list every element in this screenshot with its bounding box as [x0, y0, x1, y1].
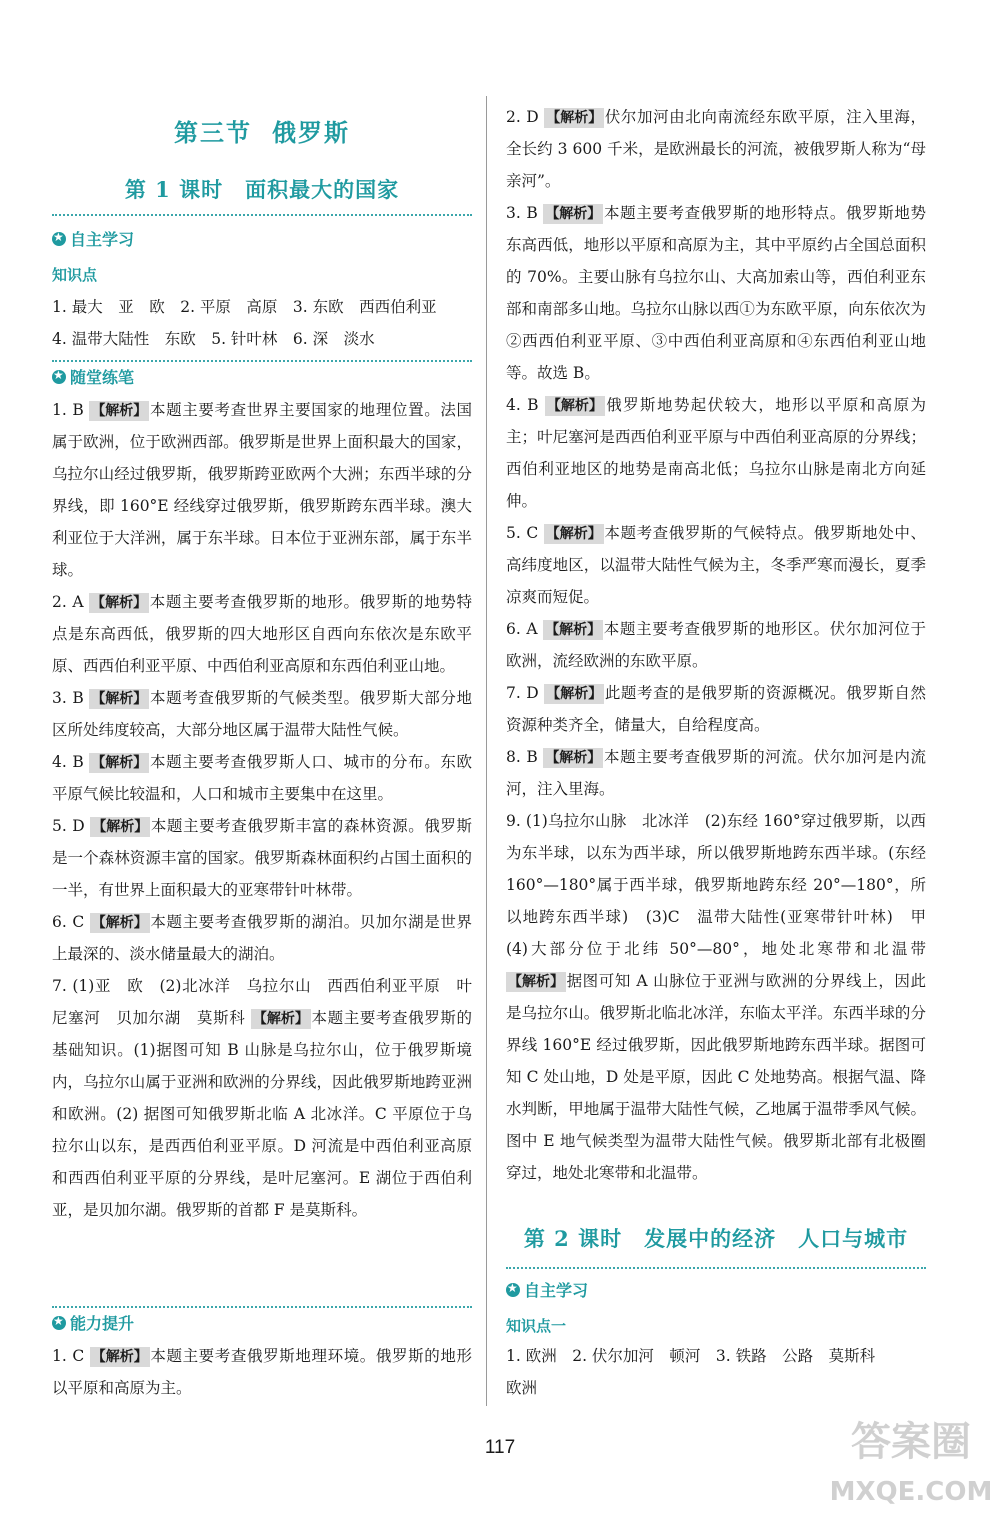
section-title [52, 113, 472, 148]
answer-item: 4. B 【解析】 俄罗斯地势起伏较大，地形以平原和高原为主；叶尼塞河是西西伯利亚平原与中西伯利亚高原的分界线；西伯利亚地区的地势是南高北低；乌拉尔山脉是南北方向延伸。 [506, 396, 926, 510]
answer-item: 3. B 【解析】 本题考查俄罗斯的气候类型。俄罗斯大部分地区所处纬度较高，大部分地区属于温带大陆性气候。 [52, 689, 472, 739]
answer-item: 1. C 【解析】 本题主要考查俄罗斯地理环境。俄罗斯的地形以平原和高原为主。 [52, 1347, 472, 1397]
classroom-header [52, 365, 134, 388]
column-divider [486, 96, 487, 1406]
star-icon [52, 370, 66, 384]
self-study-label: 自主学习 [524, 1281, 589, 1300]
dotted-divider [506, 1267, 926, 1269]
star-icon [52, 232, 66, 246]
knowledge-line: 1. 最大 亚 欧 2. 平原 高原 3. 东欧 西西伯利亚 [52, 298, 437, 316]
watermark-text-en: MXQE.COM [829, 1477, 993, 1507]
answer-item: 7. D 【解析】 此题考查的是俄罗斯的资源概况。俄罗斯自然资源种类齐全，储量大，自给程度高。 [506, 684, 926, 734]
answer-item: 3. B 【解析】 本题主要考查俄罗斯的地形特点。俄罗斯地势东高西低，地形以平原和高原为主，其中平原约占全国总面积的 70%。主要山脉有乌拉尔山、大高加索山等，西伯利亚东部和南部多山地。乌拉尔山脉以西①为东欧平原，向东依次为②西西伯利亚平原、③中西伯利亚高原和④东西伯利亚山地等。故选 B。 [506, 204, 926, 382]
analysis-tag: 【解析】 [545, 206, 602, 222]
dotted-divider [52, 360, 472, 362]
dotted-divider [52, 214, 472, 216]
analysis-tag: 【解析】 [546, 398, 603, 414]
answer-item: 6. C 【解析】 本题主要考查俄罗斯的湖泊。贝加尔湖是世界上最深的、淡水储量最大的湖泊。 [52, 913, 472, 963]
analysis-tag: 【解析】 [92, 819, 149, 835]
analysis-tag: 【解析】 [546, 686, 603, 702]
section-number: 第三节 [174, 118, 252, 147]
answer-item: 5. D 【解析】 本题主要考查俄罗斯丰富的森林资源。俄罗斯是一个森林资源丰富的国家。俄罗斯森林面积约占国土面积的一半，有世界上面积最大的亚寒带针叶林带。 [52, 817, 472, 899]
answer-item: 7. (1)亚 欧 (2)北冰洋 乌拉尔山 西西伯利亚平原 叶尼塞河 贝加尔湖 莫斯科 【解析】 本题主要考查俄罗斯的基础知识。(1)据图可知 B 山脉是乌拉尔山，位于俄罗斯境内，乌拉尔山属于亚洲和欧洲的分界线，因此俄罗斯地跨亚洲和欧洲。(2) 据图可知俄罗斯北临 A 北冰洋。C 平原位于乌拉尔山以东，是西西伯利亚平原。D 河流是中西伯利亚高原和西西伯利亚平原的分界线，是叶尼塞河。E 湖位于西伯利亚，是贝加尔湖。俄罗斯的首都 F 是莫斯科。 [52, 977, 472, 1219]
analysis-tag: 【解析】 [546, 110, 603, 126]
answer-item: 5. C 【解析】 本题考查俄罗斯的气候特点。俄罗斯地处中、高纬度地区，以温带大陆性气候为主，冬季严寒而漫长，夏季凉爽而短促。 [506, 524, 926, 606]
answer-item: 6. A 【解析】 本题主要考查俄罗斯的地形区。伏尔加河位于欧洲，流经欧洲的东欧平原。 [506, 620, 926, 670]
answer-item: 1. B 【解析】 本题主要考查世界主要国家的地理位置。法国属于欧洲，位于欧洲西部。俄罗斯是世界上面积最大的国家，乌拉尔山经过俄罗斯，俄罗斯跨亚欧两个大洲；东西半球的分界线，即 160°E 经线穿过俄罗斯，俄罗斯跨东西半球。澳大利亚位于大洋洲，属于东半球。日本位于亚洲东部，属于东半球。 [52, 401, 472, 579]
analysis-tag: 【解析】 [91, 403, 148, 419]
classroom-label: 随堂练笔 [70, 368, 135, 387]
ability-header [52, 1311, 134, 1334]
answer-block-left [52, 394, 472, 1226]
knowledge-answers [52, 291, 472, 355]
analysis-tag: 【解析】 [91, 915, 148, 931]
answer-block-right [506, 101, 942, 1189]
star-icon [52, 1316, 66, 1330]
analysis-tag: 【解析】 [91, 1349, 148, 1365]
knowledge-header: 知识点 [52, 266, 98, 284]
answer-item: 2. D 【解析】 伏尔加河由北向南流经东欧平原，注入里海，全长约 3 600 千米，是欧洲最长的河流，被俄罗斯人称为“母亲河”。 [506, 108, 926, 190]
knowledge-line: 4. 温带大陆性 东欧 5. 针叶林 6. 深 淡水 [52, 330, 375, 348]
star-icon [506, 1283, 520, 1297]
watermark-logo [826, 1400, 996, 1520]
knowledge-line: 1. 欧洲 2. 伏尔加河 顿河 3. 铁路 公路 莫斯科 [506, 1347, 876, 1365]
analysis-tag: 【解析】 [252, 1011, 309, 1027]
ability-answers [52, 1340, 472, 1404]
analysis-tag: 【解析】 [91, 691, 148, 707]
analysis-tag: 【解析】 [91, 595, 148, 611]
knowledge1-answers [506, 1340, 926, 1404]
analysis-tag: 【解析】 [545, 750, 602, 766]
knowledge-line: 欧洲 [506, 1379, 538, 1397]
dotted-divider [52, 1306, 472, 1308]
answer-item: 2. A 【解析】 本题主要考查俄罗斯的地形。俄罗斯的地势特点是东高西低，俄罗斯的四大地形区自西向东依次是东欧平原、西西伯利亚平原、中西伯利亚高原和东西伯利亚山地。 [52, 593, 472, 675]
knowledge1-header: 知识点一 [506, 1317, 567, 1335]
self-study-header-2 [506, 1278, 588, 1301]
analysis-tag: 【解析】 [508, 974, 564, 990]
lesson2-title: 第 2 课时 发展中的经济 人口与城市 [523, 1226, 909, 1251]
lesson1-title: 第 1 课时 面积最大的国家 [124, 177, 400, 202]
watermark-text-cn: 答案圈 [851, 1419, 971, 1465]
page-number: 117 [484, 1437, 516, 1458]
ability-label: 能力提升 [70, 1314, 135, 1333]
self-study-header [52, 227, 134, 250]
analysis-tag: 【解析】 [91, 755, 148, 771]
answer-item: 8. B 【解析】 本题主要考查俄罗斯的河流。伏尔加河是内流河，注入里海。 [506, 748, 926, 798]
analysis-tag: 【解析】 [545, 622, 602, 638]
answer-item: 4. B 【解析】 本题主要考查俄罗斯人口、城市的分布。东欧平原气候比较温和，人口和城市主要集中在这里。 [52, 753, 472, 803]
answer-item: 9. (1)乌拉尔山脉 北冰洋 (2)东经 160°穿过俄罗斯，以西为东半球，以东为西半球，所以俄罗斯地跨东西半球。(东经 160°—180°属于西半球，俄罗斯地跨东经 20°—180°，所以地跨东西半球) (3)C 温带大陆性(亚寒带针叶林) 甲 (4)大部分位于北纬 50°—80°，地处北寒带和北温带 【解析】 据图可知 A 山脉位于亚洲与欧洲的分界线上，因此是乌拉尔山。俄罗斯北临北冰洋，东临太平洋。东西半球的分界线 160°E 经过俄罗斯，因此俄罗斯地跨东西半球。据图可知 C 处山地，D 处是平原，因此 C 处地势高。根据气温、降水判断，甲地属于温带大陆性气候，乙地属于温带季风气候。图中 E 地气候类型为温带大陆性气候。俄罗斯北部有北极圈穿过，地处北寒带和北温带。 [506, 812, 942, 1182]
section-name: 俄罗斯 [272, 118, 350, 147]
self-study-label: 自主学习 [70, 230, 135, 249]
analysis-tag: 【解析】 [545, 526, 602, 542]
